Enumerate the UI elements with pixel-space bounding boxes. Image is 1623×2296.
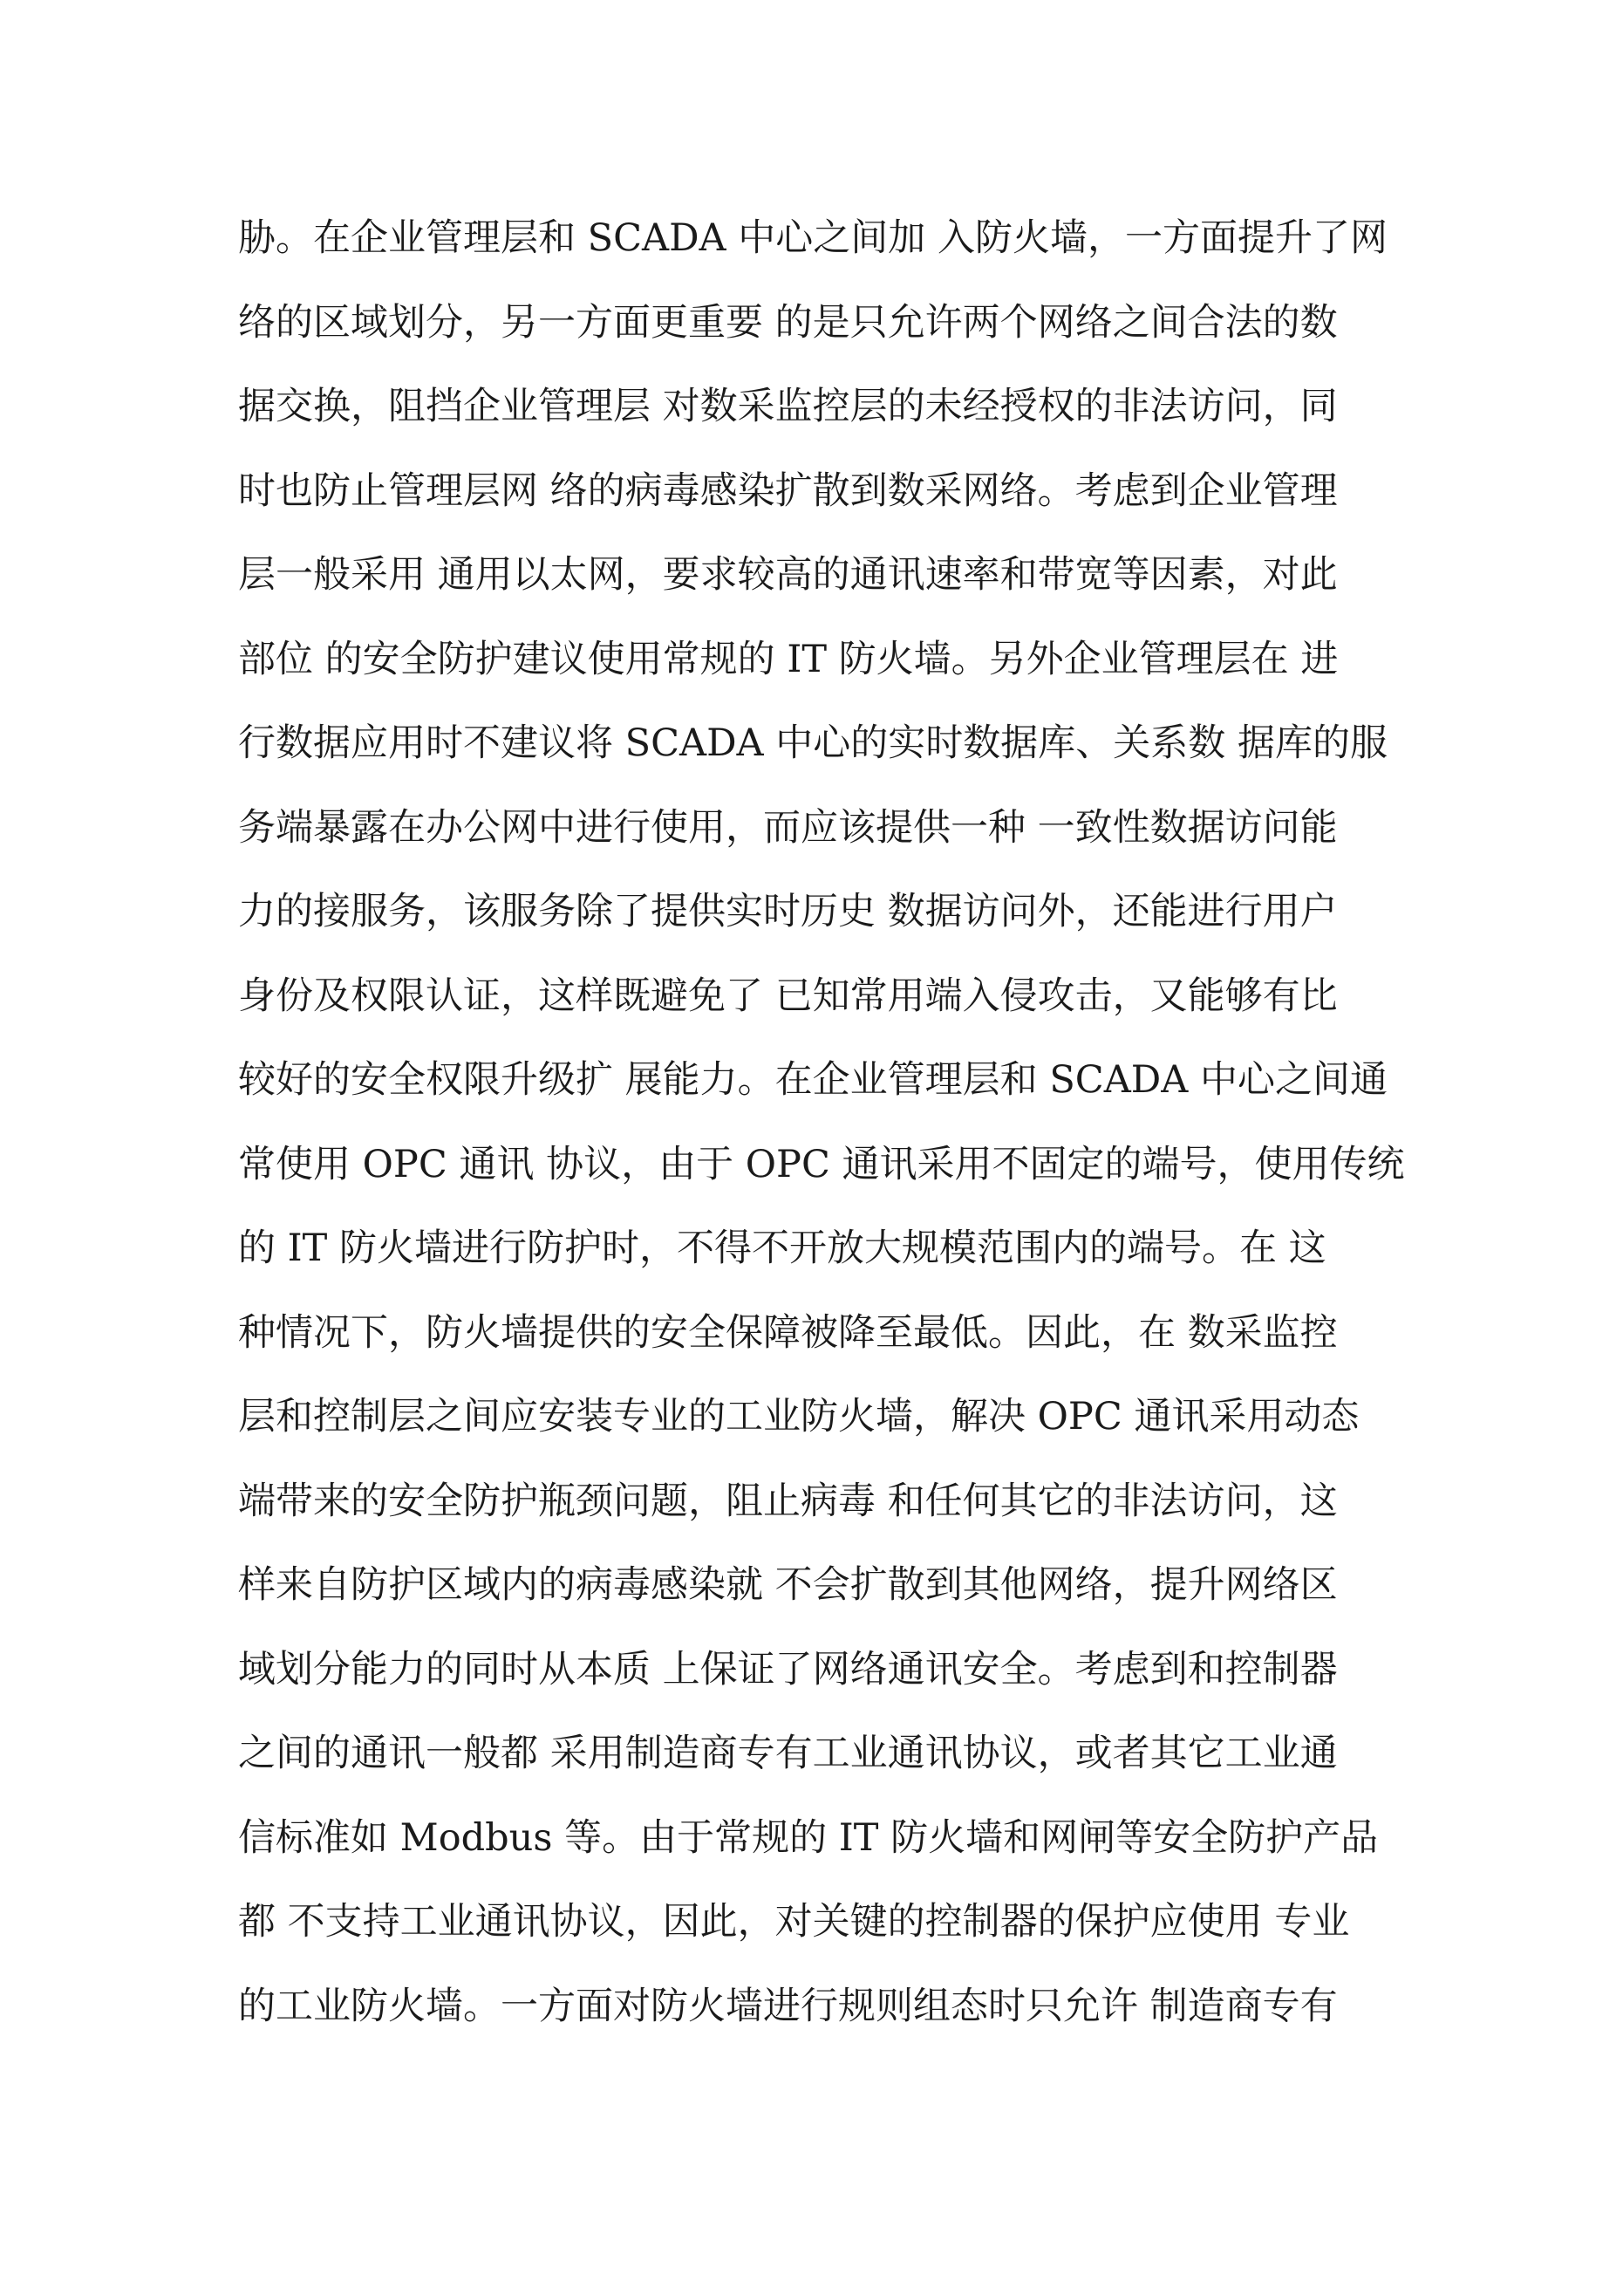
text-line: 行数据应用时不建议将 SCADA 中心的实时数据库、关系数 据库的服 <box>238 721 1388 765</box>
text-line: 常使用 OPC 通讯 协议，由于 OPC 通讯采用不固定的端号，使用传统 <box>238 1142 1405 1186</box>
text-line: 层和控制层之间应安装专业的工业防火墙，解决 OPC 通讯采用动态 <box>238 1395 1360 1438</box>
text-line: 时也防止管理层网 络的病毒感染扩散到数采网络。考虑到企业管理 <box>238 468 1338 513</box>
text-line: 身份及权限认证，这样既避免了 已知常用端入侵攻击，又能够有比 <box>238 974 1338 1018</box>
text-line: 力的接服务，该服务除了提供实时历史 数据访问外，还能进行用户 <box>238 890 1338 933</box>
text-line: 据交换，阻挡企业管理层 对数采监控层的未经授权的非法访问，同 <box>238 385 1338 428</box>
text-line: 务端暴露在办公网中进行使用，而应该提供一种 一致性数据访问能 <box>238 805 1338 850</box>
text-line: 的 IT 防火墙进行防护时，不得不开放大规模范围内的端号。在 这 <box>238 1227 1326 1270</box>
text-line: 种情况下，防火墙提供的安全保障被降至最低。因此，在 数采监控 <box>238 1310 1338 1355</box>
text-line: 端带来的安全防护瓶颈问题，阻止病毒 和任何其它的非法访问，这 <box>238 1479 1338 1523</box>
text-line: 之间的通讯一般都 采用制造商专有工业通讯协议，或者其它工业通 <box>238 1732 1338 1775</box>
text-line: 的工业防火墙。一方面对防火墙进行规则组态时只允许 制造商专有 <box>238 1984 1338 2028</box>
text-line: 信标准如 Modbus 等。由于常规的 IT 防火墙和网闸等安全防护产品 <box>238 1815 1379 1860</box>
text-line: 络的区域划分，另一方面更重要 的是只允许两个网络之间合法的数 <box>238 300 1338 345</box>
text-line: 胁。在企业管理层和 SCADA 中心之间加 入防火墙，一方面提升了网 <box>238 216 1388 260</box>
text-line: 样来自防护区域内的病毒感染就 不会扩散到其他网络，提升网络区 <box>238 1563 1338 1607</box>
text-line: 层一般采用 通用以太网，要求较高的通讯速率和带宽等因素，对此 <box>238 553 1338 597</box>
body-text <box>238 196 1424 2048</box>
text-line: 都 不支持工业通讯协议，因此，对关键的控制器的保护应使用 专业 <box>238 1900 1350 1944</box>
text-line: 域划分能力的同时从本质 上保证了网络通讯安全。考虑到和控制器 <box>238 1647 1338 1691</box>
text-line: 较好的安全权限升级扩 展能力。在企业管理层和 SCADA 中心之间通 <box>238 1058 1388 1102</box>
text-line: 部位 的安全防护建议使用常规的 IT 防火墙。另外企业管理层在 进 <box>238 637 1339 681</box>
